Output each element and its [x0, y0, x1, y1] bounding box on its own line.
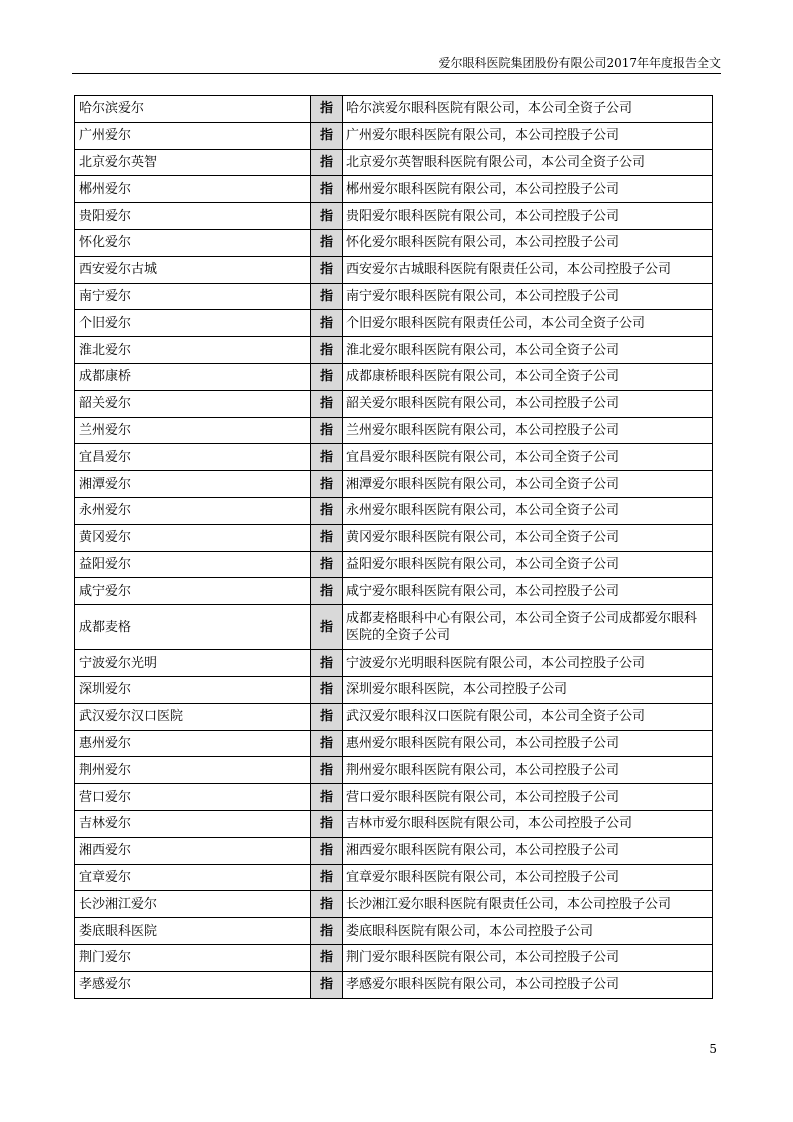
- term-cell: 营口爱尔: [75, 784, 311, 811]
- table-row: [75, 891, 713, 918]
- table-row: [75, 810, 713, 837]
- ref-cell: 指: [311, 96, 343, 123]
- ref-cell: 指: [311, 703, 343, 730]
- table-row: [75, 176, 713, 203]
- term-cell: 武汉爱尔汉口医院: [75, 703, 311, 730]
- table-row: [75, 605, 713, 650]
- table-row: [75, 417, 713, 444]
- ref-cell: 指: [311, 676, 343, 703]
- header-divider: [72, 73, 721, 74]
- term-cell: 深圳爱尔: [75, 676, 311, 703]
- table-row: [75, 971, 713, 998]
- term-cell: 吉林爱尔: [75, 810, 311, 837]
- table-row: [75, 676, 713, 703]
- ref-cell: 指: [311, 149, 343, 176]
- table-row: [75, 122, 713, 149]
- table-row: [75, 229, 713, 256]
- definition-cell: 北京爱尔英智眼科医院有限公司，本公司全资子公司: [343, 149, 713, 176]
- term-cell: 益阳爱尔: [75, 551, 311, 578]
- ref-cell: 指: [311, 757, 343, 784]
- definition-cell: 湘西爱尔眼科医院有限公司，本公司控股子公司: [343, 837, 713, 864]
- definition-cell: 宜章爱尔眼科医院有限公司，本公司控股子公司: [343, 864, 713, 891]
- ref-cell: 指: [311, 944, 343, 971]
- term-cell: 永州爱尔: [75, 497, 311, 524]
- definitions-table-body: [75, 96, 713, 999]
- definition-cell: 广州爱尔眼科医院有限公司，本公司控股子公司: [343, 122, 713, 149]
- definition-cell: 吉林市爱尔眼科医院有限公司，本公司控股子公司: [343, 810, 713, 837]
- definition-cell: 韶关爱尔眼科医院有限公司，本公司控股子公司: [343, 390, 713, 417]
- definitions-table: [74, 95, 713, 999]
- ref-cell: 指: [311, 864, 343, 891]
- ref-cell: 指: [311, 891, 343, 918]
- ref-cell: 指: [311, 310, 343, 337]
- table-row: [75, 497, 713, 524]
- term-cell: 黄冈爱尔: [75, 524, 311, 551]
- table-row: [75, 444, 713, 471]
- term-cell: 淮北爱尔: [75, 337, 311, 364]
- table-row: [75, 918, 713, 945]
- definition-cell: 永州爱尔眼科医院有限公司，本公司全资子公司: [343, 497, 713, 524]
- definition-cell: 深圳爱尔眼科医院，本公司控股子公司: [343, 676, 713, 703]
- ref-cell: 指: [311, 122, 343, 149]
- table-row: [75, 578, 713, 605]
- definition-cell: 惠州爱尔眼科医院有限公司，本公司控股子公司: [343, 730, 713, 757]
- term-cell: 北京爱尔英智: [75, 149, 311, 176]
- page-number: 5: [709, 1042, 717, 1056]
- term-cell: 荆门爱尔: [75, 944, 311, 971]
- table-row: [75, 650, 713, 677]
- definition-cell: 南宁爱尔眼科医院有限公司，本公司控股子公司: [343, 283, 713, 310]
- ref-cell: 指: [311, 524, 343, 551]
- ref-cell: 指: [311, 971, 343, 998]
- definition-cell: 益阳爱尔眼科医院有限公司，本公司全资子公司: [343, 551, 713, 578]
- definition-cell: 宜昌爱尔眼科医院有限公司，本公司全资子公司: [343, 444, 713, 471]
- table-row: [75, 283, 713, 310]
- definition-cell: 郴州爱尔眼科医院有限公司，本公司控股子公司: [343, 176, 713, 203]
- table-row: [75, 310, 713, 337]
- ref-cell: 指: [311, 363, 343, 390]
- term-cell: 兰州爱尔: [75, 417, 311, 444]
- term-cell: 宜昌爱尔: [75, 444, 311, 471]
- ref-cell: 指: [311, 229, 343, 256]
- term-cell: 孝感爱尔: [75, 971, 311, 998]
- ref-cell: 指: [311, 810, 343, 837]
- ref-cell: 指: [311, 551, 343, 578]
- definition-cell: 娄底眼科医院有限公司，本公司控股子公司: [343, 918, 713, 945]
- definition-cell: 哈尔滨爱尔眼科医院有限公司，本公司全资子公司: [343, 96, 713, 123]
- table-row: [75, 390, 713, 417]
- definition-cell: 兰州爱尔眼科医院有限公司，本公司控股子公司: [343, 417, 713, 444]
- table-row: [75, 730, 713, 757]
- ref-cell: 指: [311, 417, 343, 444]
- table-row: [75, 96, 713, 123]
- term-cell: 惠州爱尔: [75, 730, 311, 757]
- table-row: [75, 256, 713, 283]
- table-row: [75, 363, 713, 390]
- ref-cell: 指: [311, 578, 343, 605]
- definition-cell: 黄冈爱尔眼科医院有限公司，本公司全资子公司: [343, 524, 713, 551]
- ref-cell: 指: [311, 471, 343, 498]
- term-cell: 成都麦格: [75, 605, 311, 650]
- term-cell: 湘西爱尔: [75, 837, 311, 864]
- term-cell: 娄底眼科医院: [75, 918, 311, 945]
- definition-cell: 湘潭爱尔眼科医院有限公司，本公司全资子公司: [343, 471, 713, 498]
- term-cell: 哈尔滨爱尔: [75, 96, 311, 123]
- term-cell: 南宁爱尔: [75, 283, 311, 310]
- definition-cell: 荆州爱尔眼科医院有限公司，本公司控股子公司: [343, 757, 713, 784]
- ref-cell: 指: [311, 444, 343, 471]
- term-cell: 宜章爱尔: [75, 864, 311, 891]
- table-row: [75, 757, 713, 784]
- term-cell: 贵阳爱尔: [75, 203, 311, 230]
- table-row: [75, 524, 713, 551]
- ref-cell: 指: [311, 497, 343, 524]
- ref-cell: 指: [311, 256, 343, 283]
- term-cell: 长沙湘江爱尔: [75, 891, 311, 918]
- term-cell: 怀化爱尔: [75, 229, 311, 256]
- definition-cell: 淮北爱尔眼科医院有限公司，本公司全资子公司: [343, 337, 713, 364]
- term-cell: 广州爱尔: [75, 122, 311, 149]
- term-cell: 荆州爱尔: [75, 757, 311, 784]
- definition-cell: 怀化爱尔眼科医院有限公司，本公司控股子公司: [343, 229, 713, 256]
- ref-cell: 指: [311, 837, 343, 864]
- term-cell: 宁波爱尔光明: [75, 650, 311, 677]
- definition-cell: 贵阳爱尔眼科医院有限公司，本公司控股子公司: [343, 203, 713, 230]
- term-cell: 西安爱尔古城: [75, 256, 311, 283]
- definition-cell: 武汉爱尔眼科汉口医院有限公司，本公司全资子公司: [343, 703, 713, 730]
- ref-cell: 指: [311, 337, 343, 364]
- definition-cell: 宁波爱尔光明眼科医院有限公司，本公司控股子公司: [343, 650, 713, 677]
- definition-cell: 个旧爱尔眼科医院有限责任公司，本公司全资子公司: [343, 310, 713, 337]
- table-row: [75, 203, 713, 230]
- term-cell: 郴州爱尔: [75, 176, 311, 203]
- table-row: [75, 337, 713, 364]
- table-row: [75, 864, 713, 891]
- definition-cell: 西安爱尔古城眼科医院有限责任公司，本公司控股子公司: [343, 256, 713, 283]
- term-cell: 咸宁爱尔: [75, 578, 311, 605]
- table-row: [75, 944, 713, 971]
- ref-cell: 指: [311, 203, 343, 230]
- ref-cell: 指: [311, 283, 343, 310]
- definition-cell: 成都麦格眼科中心有限公司，本公司全资子公司成都爱尔眼科医院的全资子公司: [343, 605, 713, 650]
- definition-cell: 成都康桥眼科医院有限公司，本公司全资子公司: [343, 363, 713, 390]
- page-header: 爱尔眼科医院集团股份有限公司2017年年度报告全文: [438, 56, 721, 70]
- ref-cell: 指: [311, 730, 343, 757]
- ref-cell: 指: [311, 176, 343, 203]
- ref-cell: 指: [311, 390, 343, 417]
- term-cell: 成都康桥: [75, 363, 311, 390]
- table-row: [75, 703, 713, 730]
- table-row: [75, 149, 713, 176]
- definition-cell: 孝感爱尔眼科医院有限公司，本公司控股子公司: [343, 971, 713, 998]
- term-cell: 湘潭爱尔: [75, 471, 311, 498]
- definition-cell: 荆门爱尔眼科医院有限公司，本公司控股子公司: [343, 944, 713, 971]
- table-row: [75, 784, 713, 811]
- table-row: [75, 551, 713, 578]
- ref-cell: 指: [311, 605, 343, 650]
- ref-cell: 指: [311, 784, 343, 811]
- term-cell: 个旧爱尔: [75, 310, 311, 337]
- definition-cell: 咸宁爱尔眼科医院有限公司，本公司控股子公司: [343, 578, 713, 605]
- table-row: [75, 837, 713, 864]
- definition-cell: 营口爱尔眼科医院有限公司，本公司控股子公司: [343, 784, 713, 811]
- ref-cell: 指: [311, 918, 343, 945]
- table-row: [75, 471, 713, 498]
- term-cell: 韶关爱尔: [75, 390, 311, 417]
- ref-cell: 指: [311, 650, 343, 677]
- definition-cell: 长沙湘江爱尔眼科医院有限责任公司，本公司控股子公司: [343, 891, 713, 918]
